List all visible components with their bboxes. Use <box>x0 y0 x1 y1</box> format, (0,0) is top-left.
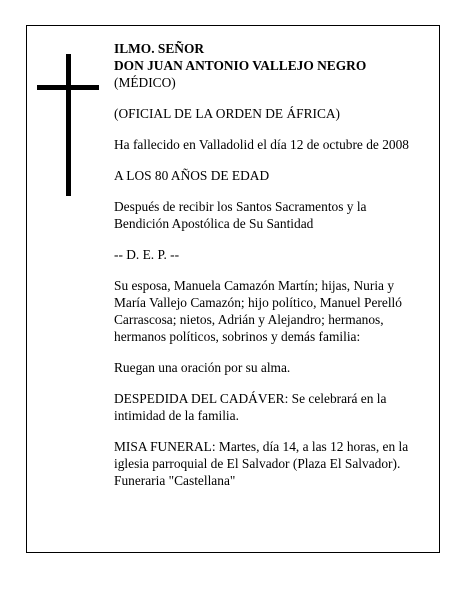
funeral-mass-notice: MISA FUNERAL: Martes, día 14, a las 12 horas, en la iglesia parroquial de El Salvador (Plaza El Salvador). Funeraria "Castellana" <box>114 439 409 488</box>
obituary-text <box>114 40 414 503</box>
honorific-title: ILMO. SEÑOR <box>114 41 205 56</box>
age-at-death: A LOS 80 AÑOS DE EDAD <box>114 168 270 183</box>
cross-vertical-bar <box>66 54 71 196</box>
family-list: Su esposa, Manuela Camazón Martín; hijas, Nuria y María Vallejo Camazón; hijo político, Manuel Perelló Carrascosa; nietos, Adrián y Alejandro; hermanos, hermanos políticos, sobrinos y demás familia: <box>114 278 402 344</box>
order-distinction: (OFICIAL DE LA ORDEN DE ÁFRICA) <box>114 106 341 121</box>
deceased-heading <box>114 40 414 91</box>
cross-horizontal-bar <box>37 85 99 90</box>
profession: (MÉDICO) <box>114 75 176 90</box>
farewell-notice: DESPEDIDA DEL CADÁVER: Se celebrará en la intimidad de la familia. <box>114 391 387 423</box>
death-announcement: Ha fallecido en Valladolid el día 12 de octubre de 2008 <box>114 137 409 152</box>
sacraments-note: Después de recibir los Santos Sacramentos y la Bendición Apostólica de Su Santidad <box>114 199 367 231</box>
rip-line: -- D. E. P. -- <box>114 247 180 262</box>
prayer-request: Ruegan una oración por su alma. <box>114 360 291 375</box>
deceased-name: DON JUAN ANTONIO VALLEJO NEGRO <box>114 58 367 73</box>
